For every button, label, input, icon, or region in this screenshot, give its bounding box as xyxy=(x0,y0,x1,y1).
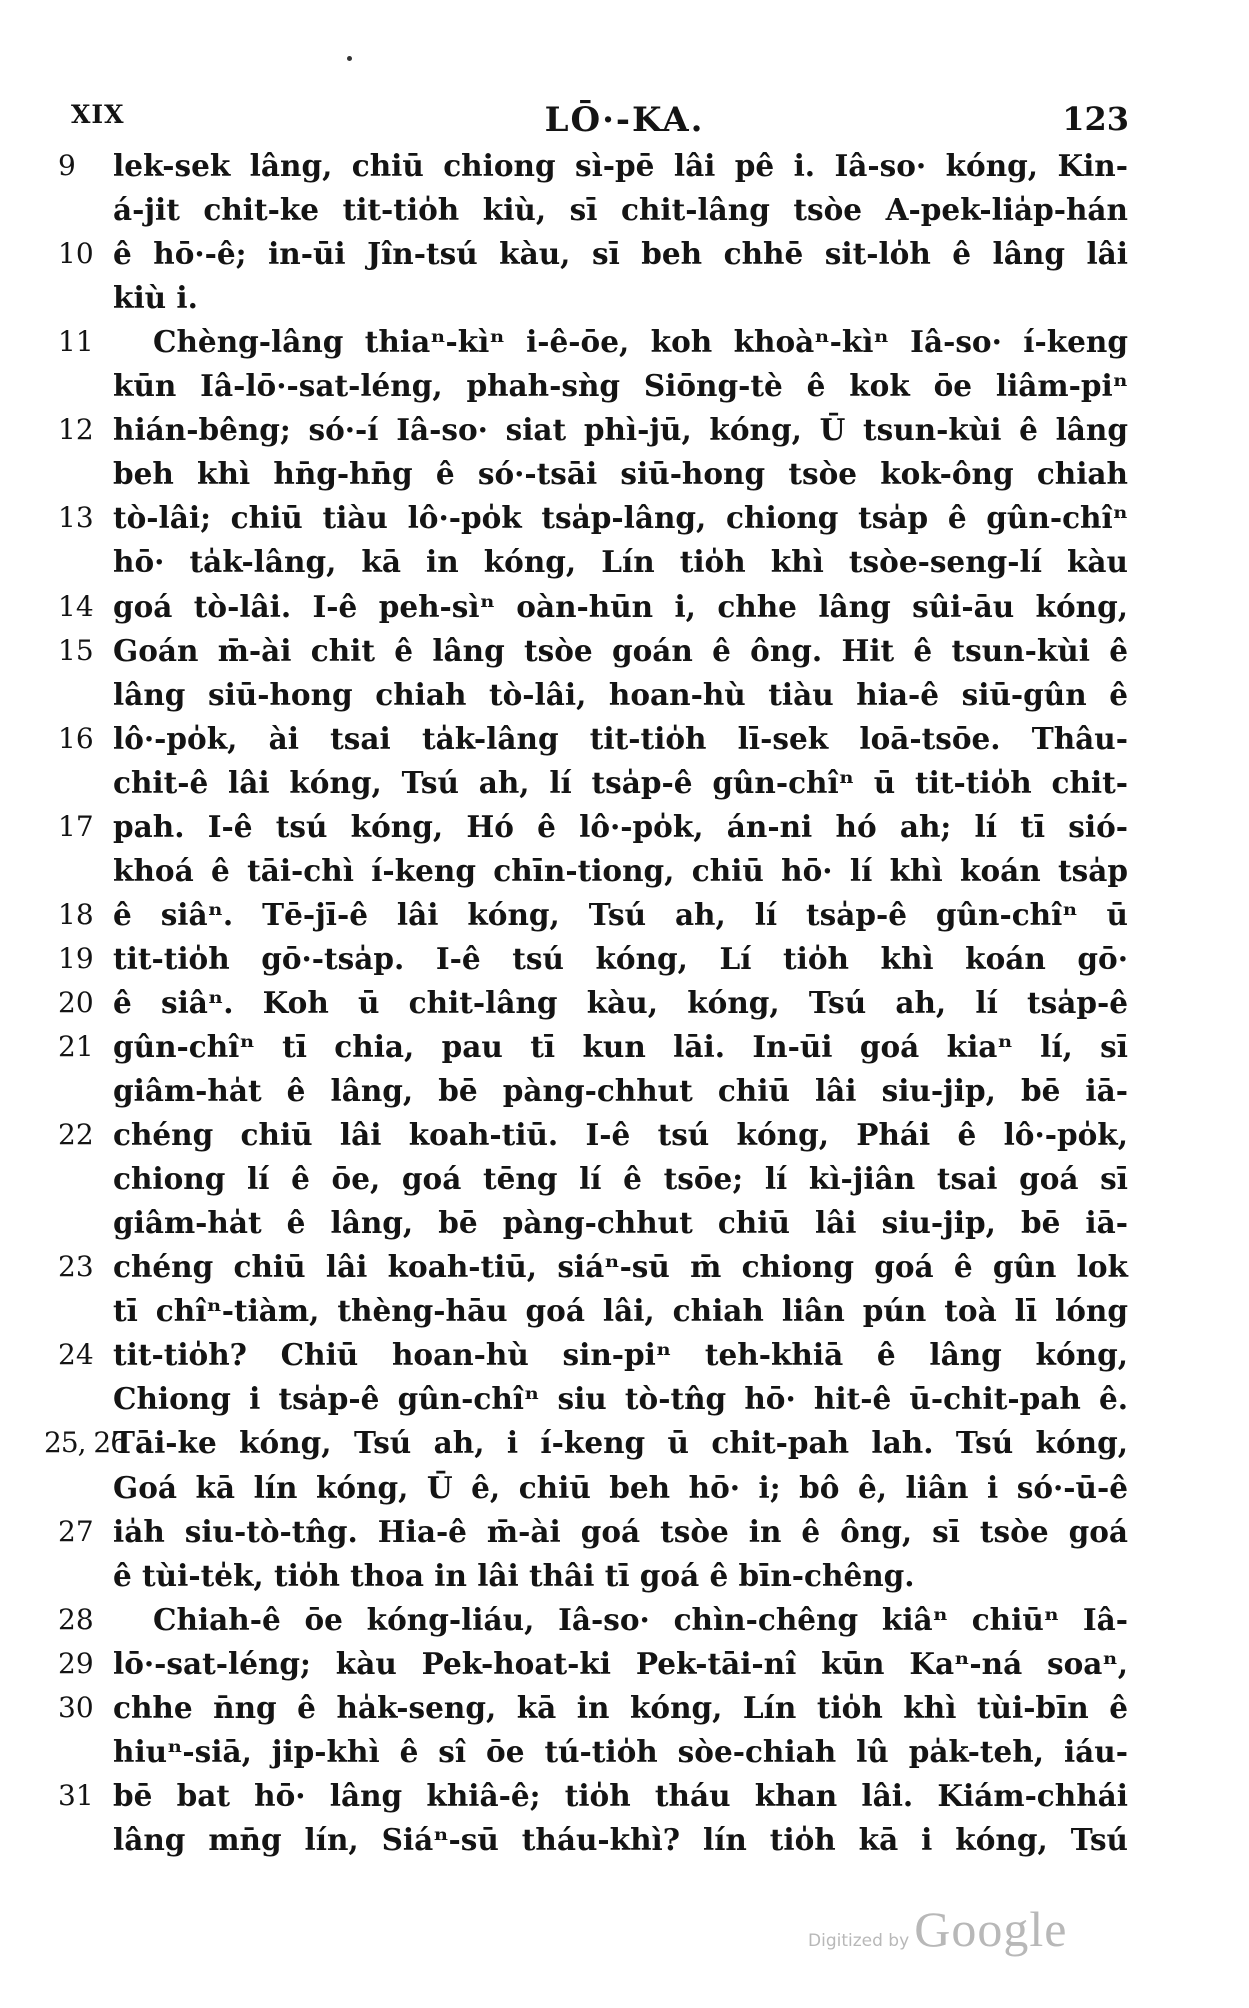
digitized-by-label: Digitized by xyxy=(808,1931,910,1951)
text-line xyxy=(0,1817,1249,1863)
text-line xyxy=(0,407,1249,453)
text-line xyxy=(0,716,1249,762)
verse-number: 18 xyxy=(58,897,94,931)
text-line xyxy=(0,1112,1249,1158)
verse-number: 10 xyxy=(58,237,94,271)
line-text: tò-lâi; chiū tiàu lô·-po̍k tsa̍p-lâng, chiong tsa̍p ê gûn-chîⁿ xyxy=(113,500,1128,536)
line-text: bē bat hō· lâng khiâ-ê; tio̍h tháu khan lâi. Kiám-chhái xyxy=(113,1777,1128,1813)
text-line xyxy=(0,1553,1249,1599)
text-line xyxy=(0,275,1249,321)
line-text: khoá ê tāi-chì í-keng chīn-tiong, chiū hō· lí khì koán tsa̍p xyxy=(113,852,1128,888)
text-line xyxy=(0,1509,1249,1555)
text-line xyxy=(0,1420,1249,1466)
line-text: pah. I-ê tsú kóng, Hó ê lô·-po̍k, án-ni hó ah; lí tī sió- xyxy=(113,808,1128,844)
running-title: LŌ·-KA. xyxy=(544,100,705,140)
line-text: hō· ta̍k-lâng, kā in kóng, Lín tio̍h khì tsòe-seng-lí kàu xyxy=(113,544,1128,580)
line-text: Chiah-ê ōe kóng-liáu, Iâ-so· chìn-chêng kiâⁿ chiūⁿ Iâ- xyxy=(153,1601,1128,1637)
text-line xyxy=(0,187,1249,233)
text-line xyxy=(0,804,1249,850)
line-text: kiù i. xyxy=(113,280,198,316)
text-line xyxy=(0,319,1249,365)
line-text: chéng chiū lâi koah-tiū. I-ê tsú kóng, Phái ê lô·-po̍k, xyxy=(113,1117,1128,1153)
line-text: Chèng-lâng thiaⁿ-kìⁿ i-ê-ōe, koh khoàⁿ-kìⁿ Iâ-so· í-keng xyxy=(153,324,1128,360)
verse-number: 16 xyxy=(58,721,94,755)
line-text: chiong lí ê ōe, goá tēng lí ê tsōe; lí kì-jiân tsai goá sī xyxy=(113,1161,1128,1197)
verse-number: 20 xyxy=(58,985,94,1019)
line-text: lô·-po̍k, ài tsai ta̍k-lâng tit-tio̍h lī-sek loā-tsōe. Thâu- xyxy=(113,720,1128,756)
verse-number: 28 xyxy=(58,1602,94,1636)
verse-number: 23 xyxy=(58,1250,94,1284)
verse-number: 29 xyxy=(58,1646,94,1680)
verse-number: 25, 26 xyxy=(44,1426,128,1460)
verse-number: 12 xyxy=(58,413,94,447)
text-line xyxy=(0,1332,1249,1378)
text-line xyxy=(0,1465,1249,1511)
line-text: hiuⁿ-siā, jip-khì ê sî ōe tú-tio̍h sòe-chiah lû pa̍k-teh, iáu- xyxy=(113,1733,1128,1769)
line-text: tit-tio̍h? Chiū hoan-hù sin-piⁿ teh-khiā ê lâng kóng, xyxy=(113,1337,1128,1373)
text-line xyxy=(0,936,1249,982)
line-text: ia̍h siu-tò-tn̂g. Hia-ê m̄-ài goá tsòe in ê ông, sī tsòe goá xyxy=(113,1513,1128,1549)
line-text: hián-bêng; só·-í Iâ-so· siat phì-jū, kóng, Ū tsun-kùi ê lâng xyxy=(113,412,1128,448)
text-line xyxy=(0,1376,1249,1422)
line-text: Tāi-ke kóng, Tsú ah, i í-keng ū chit-pah lah. Tsú kóng, xyxy=(113,1425,1128,1461)
page-number: 123 xyxy=(1062,100,1129,138)
verse-number: 27 xyxy=(58,1514,94,1548)
text-line xyxy=(0,1068,1249,1114)
digitization-watermark xyxy=(808,1900,1067,1958)
text-line xyxy=(0,143,1249,189)
line-text: ê siâⁿ. Tē-jī-ê lâi kóng, Tsú ah, lí tsa̍p-ê gûn-chîⁿ ū xyxy=(113,896,1128,932)
line-text: gûn-chîⁿ tī chia, pau tī kun lāi. In-ūi goá kiaⁿ lí, sī xyxy=(113,1029,1128,1064)
verse-number: 31 xyxy=(58,1778,94,1812)
text-line xyxy=(0,363,1249,409)
line-text: á-jit chit-ke tit-tio̍h kiù, sī chit-lâng tsòe A-pek-lia̍p-hán xyxy=(113,192,1128,228)
text-line xyxy=(0,892,1249,938)
google-logo: Google xyxy=(914,1901,1068,1957)
line-text: tī chîⁿ-tiàm, thèng-hāu goá lâi, chiah liân pún toà lī lóng xyxy=(113,1293,1128,1329)
text-line xyxy=(0,1685,1249,1731)
text-line xyxy=(0,1773,1249,1819)
line-text: ê siâⁿ. Koh ū chit-lâng kàu, kóng, Tsú ah, lí tsa̍p-ê xyxy=(113,984,1128,1020)
verse-number: 11 xyxy=(58,325,94,359)
verse-number: 17 xyxy=(58,809,94,843)
verse-number: 13 xyxy=(58,501,94,535)
text-line xyxy=(0,672,1249,718)
verse-number: 30 xyxy=(58,1690,94,1724)
text-line xyxy=(0,760,1249,806)
text-line xyxy=(0,1156,1249,1202)
line-text: beh khì hn̄g-hn̄g ê só·-tsāi siū-hong tsòe kok-ông chiah xyxy=(113,456,1128,492)
text-line xyxy=(0,495,1249,541)
line-text: giâm-ha̍t ê lâng, bē pàng-chhut chiū lâi siu-jip, bē iā- xyxy=(113,1205,1128,1241)
verse-number: 22 xyxy=(58,1118,94,1152)
text-line xyxy=(0,848,1249,894)
line-text: chit-ê lâi kóng, Tsú ah, lí tsa̍p-ê gûn-chîⁿ ū tit-tio̍h chit- xyxy=(113,764,1128,800)
text-line xyxy=(0,980,1249,1026)
line-text: chhe n̄ng ê ha̍k-seng, kā in kóng, Lín tio̍h khì tùi-bīn ê xyxy=(113,1689,1128,1725)
text-line xyxy=(0,628,1249,674)
text-line xyxy=(0,539,1249,585)
line-text: lâng siū-hong chiah tò-lâi, hoan-hù tiàu hia-ê siū-gûn ê xyxy=(113,676,1128,712)
text-line xyxy=(0,1288,1249,1334)
line-text: lek-sek lâng, chiū chiong sì-pē lâi pê i. Iâ-so· kóng, Kin- xyxy=(113,148,1128,183)
line-text: lâng mn̄g lín, Siáⁿ-sū tháu-khì? lín tio̍h kā i kóng, Tsú xyxy=(113,1821,1128,1857)
verse-number: 24 xyxy=(58,1338,94,1372)
text-line xyxy=(0,1641,1249,1687)
line-text: goá tò-lâi. I-ê peh-sìⁿ oàn-hūn i, chhe lâng sûi-āu kóng, xyxy=(113,588,1128,624)
line-text: Chiong i tsa̍p-ê gûn-chîⁿ siu tò-tn̂g hō· hit-ê ū-chit-pah ê. xyxy=(113,1381,1128,1417)
line-text: tit-tio̍h gō·-tsa̍p. I-ê tsú kóng, Lí tio̍h khì koán gō· xyxy=(113,940,1128,976)
text-line xyxy=(0,451,1249,497)
line-text: lō·-sat-léng; kàu Pek-hoat-ki Pek-tāi-nî kūn Kaⁿ-ná soaⁿ, xyxy=(113,1645,1128,1681)
text-line xyxy=(0,231,1249,277)
verse-number: 14 xyxy=(58,589,94,623)
text-line xyxy=(0,1597,1249,1643)
verse-number: 9 xyxy=(58,149,76,182)
line-text: ê hō·-ê; in-ūi Jîn-tsú kàu, sī beh chhē sit-lo̍h ê lâng lâi xyxy=(113,236,1128,272)
line-text: kūn Iâ-lō·-sat-léng, phah-sǹg Siōng-tè ê kok ōe liâm-piⁿ xyxy=(113,368,1128,404)
verse-number: 21 xyxy=(58,1030,94,1063)
text-line xyxy=(0,1244,1249,1290)
text-line xyxy=(0,584,1249,630)
text-line xyxy=(0,1729,1249,1775)
line-text: Goá kā lín kóng, Ū ê, chiū beh hō· i; bô ê, liân i só·-ū-ê xyxy=(113,1469,1128,1505)
chapter-numeral: XIX xyxy=(71,100,125,129)
text-line xyxy=(0,1024,1249,1070)
verse-number: 15 xyxy=(58,633,94,667)
line-text: ê tùi-te̍k, tio̍h thoa in lâi thâi tī goá ê bīn-chêng. xyxy=(113,1557,915,1593)
line-text: Goán m̄-ài chit ê lâng tsòe goán ê ông. Hit ê tsun-kùi ê xyxy=(113,632,1128,668)
verse-number: 19 xyxy=(58,941,94,975)
text-line xyxy=(0,1200,1249,1246)
line-text: giâm-ha̍t ê lâng, bē pàng-chhut chiū lâi siu-jip, bē iā- xyxy=(113,1073,1128,1109)
line-text: chéng chiū lâi koah-tiū, siáⁿ-sū m̄ chiong goá ê gûn lok xyxy=(113,1249,1128,1285)
ink-speck xyxy=(347,56,352,61)
